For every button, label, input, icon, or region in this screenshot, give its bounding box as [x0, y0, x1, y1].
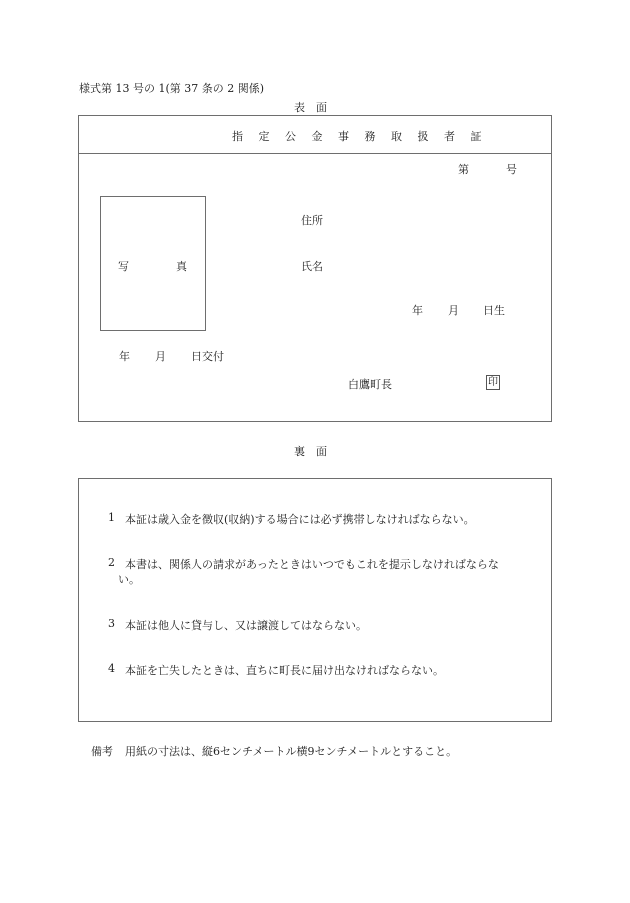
item-number: 1	[108, 511, 115, 524]
item-number: 3	[108, 617, 115, 630]
photo-label-right: 真	[176, 260, 187, 273]
item-number: 4	[108, 662, 115, 675]
issue-year: 年	[119, 350, 130, 363]
title-divider	[78, 153, 552, 154]
issuer: 白鷹町長	[348, 378, 392, 391]
item-text-continued: い。	[118, 573, 140, 586]
name-label: 氏名	[301, 260, 323, 273]
item-text: 本証は他人に貸与し、又は譲渡してはならない。	[125, 619, 367, 632]
birth-year: 年	[412, 304, 423, 317]
item-text: 本証を亡失したときは、直ちに町長に届け出なければならない。	[125, 664, 444, 677]
birth-month: 月	[448, 304, 459, 317]
back-section-title: 裏 面	[294, 445, 327, 458]
issue-day: 日交付	[191, 350, 224, 363]
seal-mark: 印	[488, 377, 498, 388]
number-prefix: 第	[458, 163, 469, 176]
number-suffix: 号	[506, 163, 517, 176]
photo-box	[100, 196, 206, 331]
front-section-title: 表 面	[294, 101, 327, 114]
address-label: 住所	[301, 214, 323, 227]
remarks-label: 備考	[91, 745, 113, 758]
issue-month: 月	[155, 350, 166, 363]
birth-day: 日生	[483, 304, 505, 317]
item-text: 本証は歳入金を徴収(収納)する場合には必ず携帯しなければならない。	[125, 513, 475, 526]
item-number: 2	[108, 556, 115, 569]
item-text: 本書は、関係人の請求があったときはいつでもこれを提示しなければならな	[125, 558, 499, 571]
remarks-text: 用紙の寸法は、縦6センチメートル横9センチメートルとすること。	[125, 745, 458, 758]
card-title: 指 定 公 金 事 務 取 扱 者 証	[232, 130, 488, 143]
photo-label-left: 写	[118, 260, 129, 273]
form-number: 様式第 13 号の 1(第 37 条の 2 関係)	[79, 82, 265, 95]
